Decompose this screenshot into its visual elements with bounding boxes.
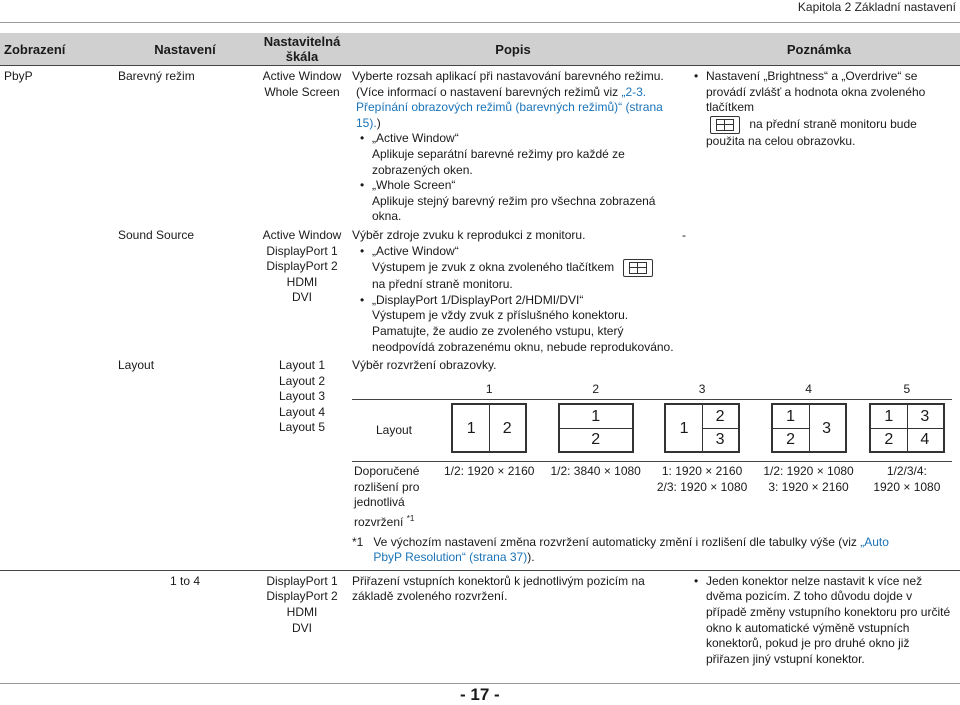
range-cell xyxy=(256,66,348,225)
note-cell: - xyxy=(682,227,686,242)
range-item: Layout 2 xyxy=(278,373,326,388)
bullet-title: „Whole Screen“ xyxy=(372,178,456,193)
table-row xyxy=(0,570,960,667)
note-text: • Jeden konektor nelze nastavit k více než dvěma pozicím. Z toho důvodu dojde v případě změny vstupního konektoru pro určité okno k automatické výměně vstupních konektorů, pokud je pro druhé okno již přiřazen jiný vstupní konektor. xyxy=(706,574,956,668)
range-item: Layout 3 xyxy=(278,389,326,404)
monitor-button-icon xyxy=(623,259,653,277)
resolution-3: 1: 1920 × 2160 2/3: 1920 × 1080 xyxy=(656,464,748,494)
desc-text: Vyberte rozsah aplikací při nastavování barevného režimu. xyxy=(352,69,664,83)
range-item: DisplayPort 1 xyxy=(266,573,338,588)
range-item: HDMI xyxy=(286,274,318,289)
col-description: Popis xyxy=(348,33,678,66)
desc-text: Výběr zdroje zvuku k reprodukci z monitoru. xyxy=(352,227,586,242)
setting-cell: Sound Source xyxy=(118,227,195,242)
table-header xyxy=(0,33,960,66)
range-item: DisplayPort 1 xyxy=(266,243,338,258)
layout-number: 3 xyxy=(698,381,706,396)
description-cell xyxy=(348,225,678,355)
description-cell: Přiřazení vstupních konektorů k jednotlivým pozicím na základě zvoleného rozvržení. xyxy=(348,570,678,667)
footnote: *1 Ve výchozím nastavení změna rozvržení automaticky změní i rozlišení dle tabulky výše (viz „Auto PbyP Resolution“ (strana 37)). xyxy=(352,534,889,565)
layout-number: 5 xyxy=(903,381,911,396)
bullet-text: Aplikuje stejný barevný režim pro všechna zobrazená okna. xyxy=(372,193,656,224)
bullet-title: „Active Window“ xyxy=(372,131,459,146)
desc-text: ) xyxy=(376,115,381,130)
note-text: Nastavení „Brightness“ a „Overdrive“ se provádí zvlášť a hodnota okna zvoleného tlačítkem xyxy=(706,69,926,115)
col-display: Zobrazení xyxy=(0,33,114,66)
range-item: Active Window xyxy=(262,227,342,242)
layout-2-diagram: $\frac{1}{2}$ xyxy=(558,403,634,453)
range-item: Active Window xyxy=(262,69,342,83)
resolution-5: 1/2/3/4: 1920 × 1080 xyxy=(873,464,941,494)
note-text: na přední straně monitoru bude použita na celou obrazovku. xyxy=(706,116,917,148)
bullet-title: „DisplayPort 1/DisplayPort 2/HDMI/DVI“ xyxy=(372,292,584,307)
setting-cell: 1 to 4 xyxy=(114,570,256,667)
table-row xyxy=(0,355,960,570)
range-cell xyxy=(256,225,348,355)
page-number: - 17 - xyxy=(460,685,500,704)
desc-text: Výběr rozvržení obrazovky. xyxy=(352,358,497,373)
monitor-button-icon xyxy=(710,116,740,134)
layout-row-label: Layout xyxy=(375,422,413,437)
range-item: Whole Screen xyxy=(264,84,340,99)
resolution-1: 1/2: 1920 × 2160 xyxy=(444,464,535,479)
layout-description-cell xyxy=(348,355,960,570)
range-item: Layout 1 xyxy=(278,358,326,373)
resolution-4: 1/2: 1920 × 1080 3: 1920 × 2160 xyxy=(763,464,854,494)
header-rule xyxy=(0,22,960,23)
auto-pbyp-link[interactable]: „Auto PbyP Resolution“ (strana 37) xyxy=(373,534,889,565)
layout-5-diagram: 1 3 2 4 xyxy=(869,403,945,453)
display-cell: PbyP xyxy=(4,69,33,83)
bullet-text: Výstupem je zvuk z okna zvoleného tlačítkem xyxy=(372,260,615,275)
resolution-2: 1/2: 3840 × 1080 xyxy=(550,464,641,479)
bullet-text: Výstupem je vždy zvuk z příslušného konektoru. Pamatujte, že audio ze zvoleného vstupu, který neodpovídá zobrazenému oknu, nebude reprodukováno. xyxy=(372,308,674,354)
note-cell xyxy=(678,570,960,667)
layout-number: 2 xyxy=(592,381,599,396)
range-cell xyxy=(256,355,348,570)
layout-number: 1 xyxy=(485,381,493,396)
bullet-text: na přední straně monitoru. xyxy=(372,277,513,292)
note-cell xyxy=(678,66,960,225)
range-item: DVI xyxy=(291,290,312,305)
description-cell xyxy=(348,66,678,225)
layout-1-diagram: 1 2 xyxy=(451,403,527,453)
footer-rule xyxy=(0,683,960,684)
range-item: DisplayPort 2 xyxy=(266,589,338,604)
table-row xyxy=(0,66,960,225)
resolution-label: Doporučené rozlišení pro jednotlivá rozvržení $^{*1}$ xyxy=(354,464,420,530)
color-mode-link[interactable]: „2-3. Přepínání obrazových režimů (barevných režimů)“ (strana 15). xyxy=(356,84,663,130)
chapter-title: Kapitola 2 Základní nastavení xyxy=(797,0,956,14)
desc-text: (Více informací o nastavení barevných režimů viz xyxy=(356,84,619,99)
settings-table xyxy=(0,33,960,667)
layout-4-diagram: 1 2 3 xyxy=(771,403,847,453)
range-item: DisplayPort 2 xyxy=(266,259,338,274)
bullet-title: „Active Window“ xyxy=(372,243,459,258)
col-range: Nastavitelná škála xyxy=(256,33,348,66)
table-row xyxy=(0,225,960,355)
range-item: DVI xyxy=(291,620,312,635)
range-cell xyxy=(256,570,348,667)
range-item: HDMI xyxy=(286,605,318,620)
col-note: Poznámka xyxy=(678,33,960,66)
col-setting: Nastavení xyxy=(114,33,256,66)
bullet-text: Aplikuje separátní barevné režimy pro každé ze zobrazených oken. xyxy=(372,146,625,177)
layout-3-diagram: 1 2 3 xyxy=(664,403,740,453)
layout-number: 4 xyxy=(805,381,812,396)
range-item: Layout 4 xyxy=(278,404,326,419)
range-item: Layout 5 xyxy=(278,420,326,435)
setting-cell: Layout xyxy=(118,358,155,373)
layout-table xyxy=(352,380,952,533)
setting-cell: Barevný režim xyxy=(118,69,195,83)
